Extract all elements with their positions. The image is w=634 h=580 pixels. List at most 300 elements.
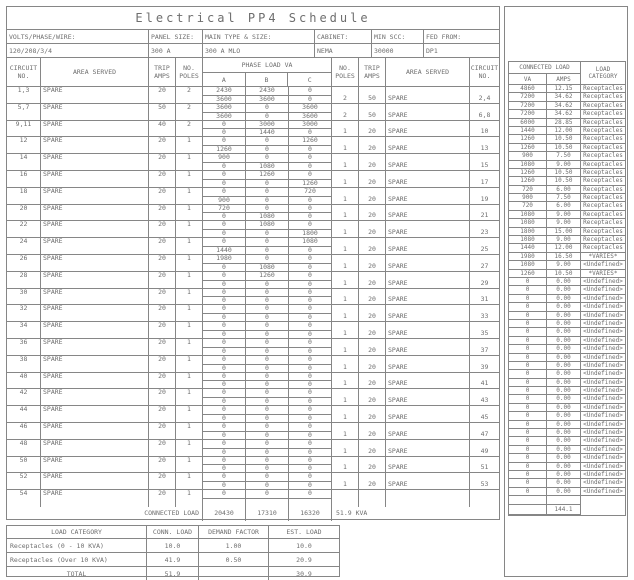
category-cell: Receptacles (Over 10 KVA): [7, 553, 147, 566]
phase-c-cell: [289, 272, 332, 288]
phase-a-line1: 0: [203, 322, 245, 331]
entry-category: <Undefined>: [581, 261, 625, 269]
circuit-row: [7, 188, 499, 205]
right-no-poles: [332, 339, 359, 355]
right-no-poles-value: 1: [343, 379, 347, 388]
phase-a-line1: 0: [203, 440, 245, 449]
entry-category: <Undefined>: [581, 437, 625, 445]
connected-load-panel: [504, 6, 628, 577]
left-no-poles: 1: [176, 221, 203, 237]
right-no-poles: [332, 457, 359, 473]
phase-c-line1: 0: [289, 406, 331, 415]
right-area-served-value: SPARE: [388, 413, 408, 422]
right-no-poles: [332, 305, 359, 321]
right-trip-amps: [359, 121, 386, 137]
connected-load-entry: [509, 278, 625, 286]
left-area-served: SPARE: [41, 356, 149, 372]
phase-b-line1: 0: [246, 188, 288, 197]
left-trip-amps: 20: [149, 490, 176, 507]
right-trip-amps: [359, 289, 386, 305]
left-area-served: SPARE: [41, 373, 149, 389]
left-circuit-no: 44: [7, 406, 41, 422]
right-circuit-no: [470, 339, 499, 355]
connected-load-entry: [509, 152, 625, 160]
entry-amps: 10.50: [547, 177, 581, 185]
left-no-poles: 1: [176, 373, 203, 389]
entry-amps: 0.00: [547, 320, 581, 328]
left-circuit-no: 50: [7, 457, 41, 473]
circuit-row: [7, 457, 499, 474]
phase-c-line1: 0: [289, 389, 331, 398]
right-trip-amps-value: 20: [368, 312, 376, 321]
right-trip-amps-value: 20: [368, 413, 376, 422]
phase-b-line2: 1440: [259, 128, 275, 137]
phase-c-line1: 0: [289, 171, 331, 180]
phase-c-line2: 1260: [302, 178, 318, 187]
left-area-served: SPARE: [41, 154, 149, 170]
right-area-served-value: SPARE: [388, 329, 408, 338]
right-area-served: [386, 406, 470, 422]
circuit-no-header-left: CIRCUIT NO.: [7, 58, 41, 86]
right-no-poles-value: 2: [343, 110, 347, 119]
phase-a-cell: [203, 221, 246, 237]
right-no-poles-value: 1: [343, 127, 347, 136]
right-circuit-no: [470, 221, 499, 237]
circuit-row: [7, 339, 499, 356]
phase-a-line2: 900: [218, 195, 230, 204]
right-no-poles: [332, 104, 359, 120]
left-no-poles: 1: [176, 406, 203, 422]
right-area-served: [386, 121, 470, 137]
phase-a-cell: [203, 406, 246, 422]
entry-va: 0: [509, 345, 547, 353]
summary-header-row: [7, 526, 339, 539]
phase-a-line1: 720: [203, 205, 245, 214]
connected-load-entry: [509, 437, 625, 445]
right-circuit-no: [470, 406, 499, 422]
phase-c-cell: [289, 373, 332, 389]
right-circuit-no-value: 51: [480, 463, 489, 472]
right-no-poles-value: 1: [343, 480, 347, 489]
entry-category: Receptacles: [581, 110, 625, 118]
entry-category: [581, 496, 625, 504]
right-area-served: [386, 389, 470, 405]
entry-category: <Undefined>: [581, 387, 625, 395]
phase-c-cell: [289, 154, 332, 170]
connected-load-entry: [509, 354, 625, 362]
phase-b-header: B: [246, 73, 289, 86]
left-trip-amps: 20: [149, 473, 176, 489]
entry-amps: 9.00: [547, 161, 581, 169]
right-trip-amps: [359, 154, 386, 170]
right-trip-amps-value: 20: [368, 245, 376, 254]
phase-b-cell: [246, 457, 289, 473]
phase-b-line2: 3600: [259, 94, 275, 103]
phase-c-line2: 0: [308, 313, 312, 322]
right-circuit-no: [470, 423, 499, 439]
right-circuit-no-value: 15: [480, 161, 489, 170]
right-no-poles: [332, 373, 359, 389]
entry-amps: 0.00: [547, 429, 581, 437]
connected-load-table: [508, 61, 626, 516]
entry-amps: 34.62: [547, 102, 581, 110]
entry-category: Receptacles: [581, 119, 625, 127]
phase-a-line2: 0: [222, 481, 226, 490]
phase-c-cell: [289, 221, 332, 237]
connected-load-entry: [509, 404, 625, 412]
no-poles-header-left: NO. POLES: [176, 58, 203, 86]
phase-a-line2: 0: [222, 162, 226, 170]
right-trip-amps-value: 20: [368, 379, 376, 388]
entry-va: 720: [509, 186, 547, 194]
phase-b-line1: 0: [246, 440, 288, 449]
entry-category: <Undefined>: [581, 379, 625, 387]
entry-category: <Undefined>: [581, 370, 625, 378]
left-no-poles: 2: [176, 104, 203, 120]
connected-load-entry: [509, 202, 625, 210]
phase-c-cell: [289, 238, 332, 254]
right-area-served: [386, 137, 470, 153]
phase-b-total: 17310: [246, 507, 289, 521]
right-circuit-no: [470, 373, 499, 389]
entry-category: <Undefined>: [581, 362, 625, 370]
phase-b-line1: 0: [246, 339, 288, 348]
phase-c-line2: [289, 499, 331, 507]
phase-c-cell: [289, 137, 332, 153]
right-trip-amps: [359, 490, 386, 507]
phase-a-line2: 0: [222, 397, 226, 406]
entry-va: 0: [509, 320, 547, 328]
schedule-title: Electrical PP4 Schedule: [7, 7, 499, 30]
demand-summary-table: [6, 525, 340, 577]
connected-load-entry: [509, 345, 625, 353]
right-area-served-value: SPARE: [388, 278, 408, 287]
left-no-poles: 1: [176, 423, 203, 439]
left-area-served: SPARE: [41, 272, 149, 288]
load-category-col-header: LOAD CATEGORY: [7, 526, 147, 538]
phase-c-line1: 0: [289, 272, 331, 281]
phase-c-cell: [289, 322, 332, 338]
left-area-served: SPARE: [41, 389, 149, 405]
left-trip-amps: 20: [149, 188, 176, 204]
right-area-served: [386, 171, 470, 187]
circuit-row: [7, 289, 499, 306]
entry-amps: 6.00: [547, 186, 581, 194]
entry-amps: 10.50: [547, 169, 581, 177]
phase-c-cell: [289, 255, 332, 271]
phase-b-line1: 1260: [246, 171, 288, 180]
entry-amps: 9.00: [547, 219, 581, 227]
connected-load-entry: [509, 177, 625, 185]
phase-a-line2: 0: [222, 212, 226, 221]
entry-amps: 0.00: [547, 337, 581, 345]
connected-load-header: [509, 62, 625, 85]
circuit-row: [7, 87, 499, 104]
connected-load-entry: [509, 446, 625, 454]
entry-va: 1080: [509, 261, 547, 269]
right-no-poles-value: 1: [343, 245, 347, 254]
right-no-poles-value: 2: [343, 93, 347, 102]
phase-c-line1: 0: [289, 457, 331, 466]
phase-b-line1: 0: [246, 238, 288, 247]
entry-va: 0: [509, 429, 547, 437]
phase-c-cell: [289, 406, 332, 422]
phase-a-line1: 0: [203, 339, 245, 348]
right-no-poles: [332, 121, 359, 137]
connected-load-entry: [509, 261, 625, 269]
right-no-poles-value: 1: [343, 295, 347, 304]
entry-amps: 0.00: [547, 362, 581, 370]
phase-b-line2: 0: [265, 363, 269, 372]
phase-b-line1: 0: [246, 205, 288, 214]
right-circuit-no: [470, 87, 499, 103]
demand-factor-col-header: DEMAND FACTOR: [199, 526, 269, 538]
right-no-poles: [332, 440, 359, 456]
phase-c-line2: 0: [308, 481, 312, 490]
entry-category: Receptacles: [581, 202, 625, 210]
phase-c-line1: 0: [289, 154, 331, 163]
left-area-served: SPARE: [41, 339, 149, 355]
phase-b-line2: 0: [265, 447, 269, 456]
right-circuit-no: [470, 305, 499, 321]
phase-c-line1: 0: [289, 221, 331, 230]
right-trip-amps: [359, 87, 386, 103]
phase-a-line2: 1440: [216, 246, 232, 254]
phase-c-cell: [289, 305, 332, 321]
entry-category: <Undefined>: [581, 312, 625, 320]
circuit-row: [7, 205, 499, 222]
phase-a-cell: [203, 104, 246, 120]
left-area-served: SPARE: [41, 473, 149, 489]
phase-a-cell: [203, 440, 246, 456]
right-area-served: [386, 339, 470, 355]
right-area-served-value: SPARE: [388, 93, 408, 102]
right-circuit-no-value: 37: [480, 345, 489, 354]
phase-c-line2: 0: [308, 162, 312, 170]
right-trip-amps-value: 20: [368, 429, 376, 438]
entry-va: 1080: [509, 236, 547, 244]
left-trip-amps: 20: [149, 305, 176, 321]
right-no-poles: [332, 188, 359, 204]
phase-b-line2: [246, 499, 288, 507]
phase-c-line1: 3000: [289, 121, 331, 130]
left-trip-amps: 20: [149, 221, 176, 237]
entry-amps: 0.00: [547, 488, 581, 496]
entry-va: 0: [509, 471, 547, 479]
entry-category: Receptacles: [581, 152, 625, 160]
entry-amps: 0.00: [547, 454, 581, 462]
entry-category: <Undefined>: [581, 303, 625, 311]
phase-b-line1: 0: [246, 255, 288, 264]
phase-a-cell: [203, 457, 246, 473]
left-no-poles: 1: [176, 339, 203, 355]
fed-from-label: FED FROM:: [426, 32, 462, 41]
right-area-served: [386, 440, 470, 456]
circuit-row: [7, 356, 499, 373]
phase-a-line1: 0: [203, 356, 245, 365]
entry-amps: 9.00: [547, 236, 581, 244]
right-area-served: [386, 104, 470, 120]
area-served-header-left: AREA SERVED: [41, 58, 149, 86]
circuit-row: [7, 389, 499, 406]
phase-b-line1: 0: [246, 137, 288, 146]
phase-a-line2: 1260: [216, 145, 232, 154]
phase-c-line2: 1800: [302, 229, 318, 238]
entry-amps: 0.00: [547, 278, 581, 286]
right-area-served: [386, 255, 470, 271]
phase-c-header: C: [307, 75, 312, 84]
right-no-poles: [332, 473, 359, 489]
entry-category: <Undefined>: [581, 320, 625, 328]
left-trip-amps: 20: [149, 238, 176, 254]
right-trip-amps: [359, 389, 386, 405]
volts-phase-wire-label: VOLTS/PHASE/WIRE:: [7, 30, 149, 43]
right-circuit-no: [470, 255, 499, 271]
entry-category: <Undefined>: [581, 471, 625, 479]
entry-va: 7200: [509, 93, 547, 101]
connected-load-entry: [509, 228, 625, 236]
phase-c-line2: 0: [308, 212, 312, 221]
phase-b-cell: [246, 490, 289, 507]
entry-va: 1980: [509, 253, 547, 261]
phase-a-cell: [203, 121, 246, 137]
circuit-row: [7, 423, 499, 440]
entry-amps: 12.00: [547, 244, 581, 252]
right-circuit-no: [470, 272, 499, 288]
entry-va: 0: [509, 395, 547, 403]
connected-load-entry: [509, 236, 625, 244]
phase-a-cell: [203, 154, 246, 170]
left-circuit-no: 30: [7, 289, 41, 305]
entry-va: 1440: [509, 244, 547, 252]
left-trip-amps: 50: [149, 104, 176, 120]
panel-size-value: 300 A: [149, 44, 203, 57]
connected-load-entry: [509, 135, 625, 143]
left-trip-amps: 40: [149, 121, 176, 137]
entry-category: <Undefined>: [581, 337, 625, 345]
entry-category: *VARIES*: [581, 270, 625, 278]
left-no-poles: 1: [176, 389, 203, 405]
entry-va: 1080: [509, 211, 547, 219]
fed-from-value: DP1: [426, 46, 438, 55]
connected-load-entry: [509, 463, 625, 471]
right-no-poles: [332, 87, 359, 103]
right-area-served-value: SPARE: [388, 144, 408, 153]
right-no-poles: [332, 272, 359, 288]
phase-b-cell: [246, 87, 289, 103]
phase-a-line1: 0: [203, 389, 245, 398]
entry-category: <Undefined>: [581, 421, 625, 429]
right-circuit-no-value: [470, 498, 499, 506]
spacer: [388, 490, 469, 498]
right-circuit-no: [470, 389, 499, 405]
right-trip-amps: [359, 423, 386, 439]
phase-a-line1: 0: [203, 121, 245, 130]
right-circuit-no: [470, 490, 499, 507]
entry-amps: 10.50: [547, 270, 581, 278]
entry-va: 0: [509, 454, 547, 462]
demand-factor-cell: 0.50: [199, 553, 269, 566]
phase-c-line2: 0: [308, 330, 312, 338]
phase-a-line2: 0: [222, 279, 226, 288]
entry-amps: 28.85: [547, 119, 581, 127]
phase-b-line2: 1080: [259, 212, 275, 221]
entry-amps: 0.00: [547, 412, 581, 420]
entry-amps: 9.00: [547, 211, 581, 219]
phase-b-cell: [246, 356, 289, 372]
entry-category: <Undefined>: [581, 354, 625, 362]
right-no-poles-value: 1: [343, 161, 347, 170]
right-trip-amps: [359, 322, 386, 338]
main-schedule-table: [6, 6, 500, 520]
phase-c-line1: 0: [289, 490, 331, 499]
entry-amps: 15.00: [547, 228, 581, 236]
phase-c-cell: [289, 87, 332, 103]
connected-load-entry: [509, 328, 625, 336]
left-circuit-no: 48: [7, 440, 41, 456]
phase-b-line1: 2430: [246, 87, 288, 96]
circuit-row: [7, 171, 499, 188]
left-area-served: SPARE: [41, 255, 149, 271]
entry-va: 0: [509, 337, 547, 345]
phase-a-cell: [203, 87, 246, 103]
right-circuit-no: [470, 121, 499, 137]
right-trip-amps: [359, 104, 386, 120]
phase-a-cell: [203, 305, 246, 321]
right-area-served-value: SPARE: [388, 110, 408, 119]
left-no-poles: 1: [176, 305, 203, 321]
connected-load-entry: [509, 370, 625, 378]
entry-va: [509, 496, 547, 504]
right-trip-amps: [359, 171, 386, 187]
phase-load-header: PHASE LOAD VA A B C: [203, 58, 332, 86]
phase-c-line2: 0: [308, 414, 312, 422]
phase-a-cell: [203, 373, 246, 389]
connected-load-entry: [509, 119, 625, 127]
right-circuit-no: [470, 457, 499, 473]
connected-load-entry: [509, 471, 625, 479]
right-no-poles-value: 1: [343, 413, 347, 422]
phase-a-line1: 0: [203, 490, 245, 499]
phase-b-line2: 0: [265, 279, 269, 288]
left-trip-amps: 20: [149, 373, 176, 389]
phase-b-line2: 0: [265, 296, 269, 305]
phase-c-cell: [289, 356, 332, 372]
right-area-served-value: SPARE: [388, 161, 408, 170]
right-trip-amps-value: 50: [368, 110, 376, 119]
main-type-size-value: 300 A MLO: [203, 44, 315, 57]
right-trip-amps: [359, 255, 386, 271]
entry-va: 0: [509, 303, 547, 311]
circuit-row: [7, 490, 499, 507]
entry-category: Receptacles: [581, 219, 625, 227]
right-trip-amps: [359, 356, 386, 372]
phase-c-cell: [289, 104, 332, 120]
entry-category: <Undefined>: [581, 278, 625, 286]
phase-b-cell: [246, 473, 289, 489]
right-circuit-no-value: 49: [480, 446, 489, 455]
entry-category: Receptacles: [581, 135, 625, 143]
connected-load-entry: [509, 85, 625, 93]
left-no-poles: 1: [176, 137, 203, 153]
left-area-served: SPARE: [41, 305, 149, 321]
left-trip-amps: 20: [149, 423, 176, 439]
entry-va: 0: [509, 421, 547, 429]
entry-category: <Undefined>: [581, 463, 625, 471]
phase-a-line1: 0: [203, 289, 245, 298]
va-column-header: VA: [509, 74, 547, 84]
left-no-poles: 1: [176, 188, 203, 204]
